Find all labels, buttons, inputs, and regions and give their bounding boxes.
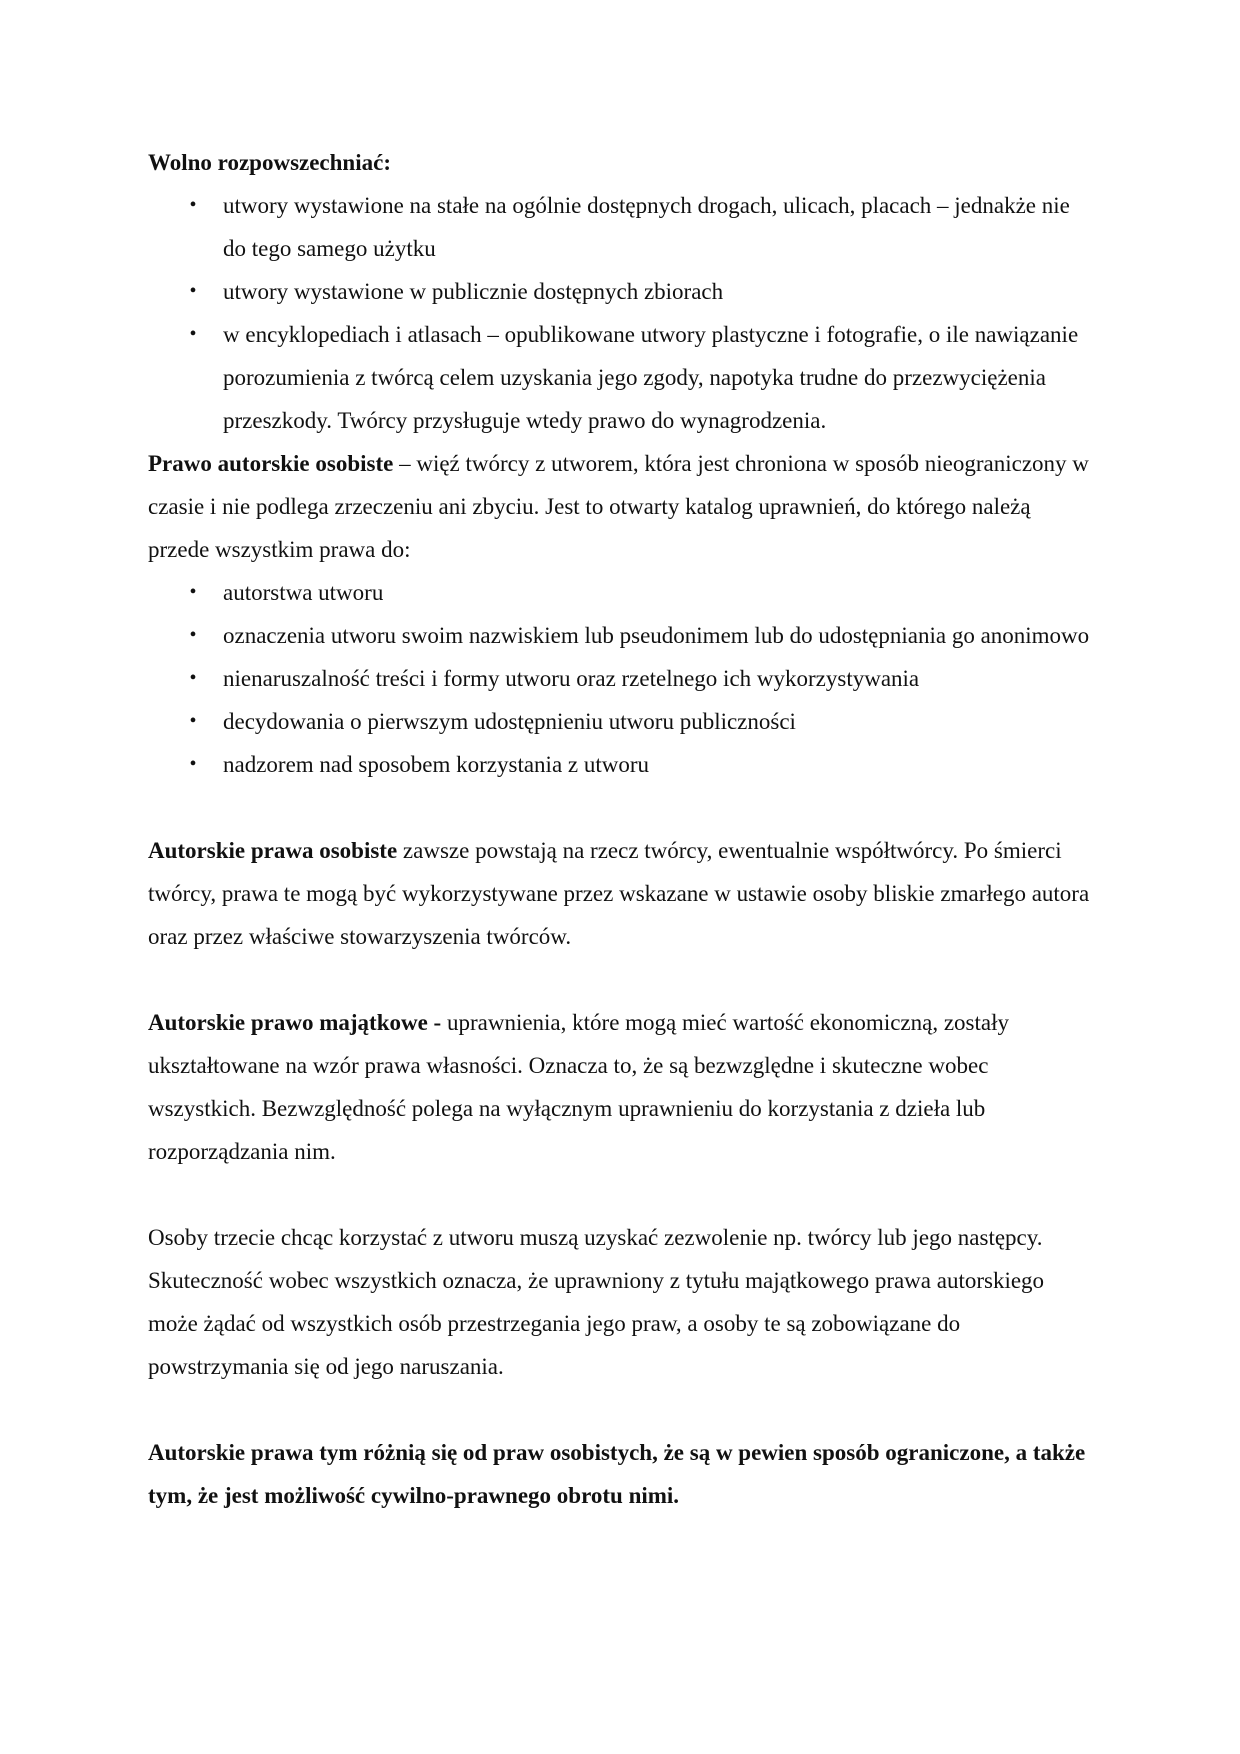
list-item-text: utwory wystawione na stałe na ogólnie dostępnych drogach, ulicach, placach – jednakże nie do tego samego użytku: [223, 193, 1070, 261]
document-content: [148, 141, 1093, 1517]
term-prawo-osobiste: Prawo autorskie osobiste: [148, 451, 394, 476]
bullet-icon: •: [189, 710, 197, 732]
list-item-text: decydowania o pierwszym udostępnieniu utworu publiczności: [223, 709, 796, 734]
section-heading-wolno: [148, 141, 1093, 184]
term-autorskie-prawa-osobiste: Autorskie prawa osobiste: [148, 838, 398, 863]
bullet-icon: •: [189, 624, 197, 646]
list-item: [148, 313, 1093, 442]
paragraph-spacer: [148, 1388, 1093, 1431]
paragraph-text: Osoby trzecie chcąc korzystać z utworu muszą uzyskać zezwolenie np. twórcy lub jego następcy. Skuteczność wobec wszystkich oznacza, że uprawniony z tytułu majątkowego prawa autorskiego może żądać od wszystkich osób przestrzegania jego praw, a osoby te są zobowiązane do powstrzymania się od jego naruszania.: [148, 1225, 1045, 1379]
bullet-icon: •: [189, 280, 197, 302]
bullet-list-uprawnienia: [148, 571, 1093, 786]
list-item: [148, 657, 1093, 700]
heading-text: Wolno rozpowszechniać:: [148, 150, 391, 175]
bullet-icon: •: [189, 581, 197, 603]
list-item: [148, 571, 1093, 614]
paragraph-spacer: [148, 1173, 1093, 1216]
list-item-text: oznaczenia utworu swoim nazwiskiem lub pseudonimem lub do udostępniania go anonimowo: [223, 623, 1090, 648]
list-item: [148, 700, 1093, 743]
conclusion-text: Autorskie prawa tym różnią się od praw osobistych, że są w pewien sposób ograniczone, a także tym, że jest możliwość cywilno-prawnego obrotu nimi.: [148, 1440, 1086, 1508]
paragraph-prawo-osobiste: [148, 442, 1093, 571]
list-item: [148, 270, 1093, 313]
list-item: [148, 743, 1093, 786]
paragraph-prawo-majatkowe: [148, 1001, 1093, 1173]
bullet-icon: •: [189, 667, 197, 689]
paragraph-text: zawsze powstają na rzecz twórcy, ewentualnie współtwórcy. Po śmierci twórcy, prawa te mogą być wykorzystywane przez wskazane w ustawie osoby bliskie zmarłego autora oraz przez właściwe stowarzyszenia twórców.: [148, 838, 1090, 949]
paragraph-spacer: [148, 958, 1093, 1001]
list-item: [148, 184, 1093, 270]
bullet-icon: •: [189, 753, 197, 775]
list-item-text: nienaruszalność treści i formy utworu oraz rzetelnego ich wykorzystywania: [223, 666, 920, 691]
bullet-icon: •: [189, 323, 197, 345]
paragraph-osoby-trzecie: [148, 1216, 1093, 1388]
list-item: [148, 614, 1093, 657]
bullet-list-wolno: [148, 184, 1093, 442]
definition-text: – więź twórcy z utworem, która jest chroniona w sposób nieograniczony w czasie i nie podlega zrzeczeniu ani zbyciu. Jest to otwarty katalog uprawnień, do którego należą przede wszystkim prawa do:: [148, 451, 1089, 562]
bullet-icon: •: [189, 194, 197, 216]
paragraph-conclusion: [148, 1431, 1093, 1517]
list-item-text: utwory wystawione w publicznie dostępnych zbiorach: [223, 279, 724, 304]
paragraph-spacer: [148, 786, 1093, 829]
paragraph-autorskie-prawa-osobiste: [148, 829, 1093, 958]
list-item-text: nadzorem nad sposobem korzystania z utworu: [223, 752, 650, 777]
paragraph-text: uprawnienia, które mogą mieć wartość ekonomiczną, zostały ukształtowane na wzór prawa własności. Oznacza to, że są bezwzględne i skuteczne wobec wszystkich. Bezwzględność polega na wyłącznym uprawnieniu do korzystania z dzieła lub rozporządzania nim.: [148, 1010, 1009, 1164]
list-item-text: autorstwa utworu: [223, 580, 384, 605]
list-item-text: w encyklopediach i atlasach – opublikowane utwory plastyczne i fotografie, o ile nawiązanie porozumienia z twórcą celem uzyskania jego zgody, napotyka trudne do przezwyciężenia przeszkody. Twórcy przysługuje wtedy prawo do wynagrodzenia.: [223, 322, 1079, 433]
term-prawo-majatkowe: Autorskie prawo majątkowe -: [148, 1010, 442, 1035]
